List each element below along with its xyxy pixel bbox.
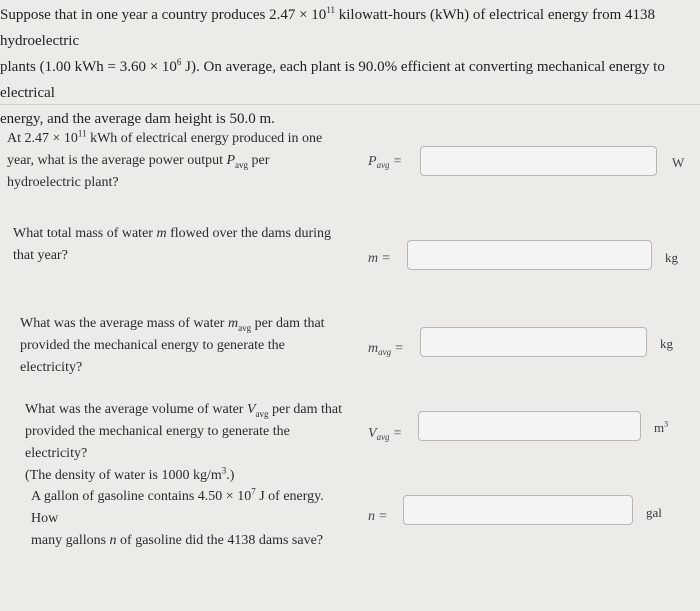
intro-line-1: Suppose that in one year a country produces $2.47 \times 10^{11}$ kilowatt-hours (kWh) of electrical energy from 4138 hydroelectric	[0, 5, 656, 49]
problem-statement	[0, 2, 690, 132]
v-avg-input[interactable]	[418, 411, 641, 441]
answer-label-n: n =	[368, 509, 387, 524]
question-3: What was the average mass of water $m_{avg}$ per dam that provided the mechanical energy to generate the electricity?	[20, 316, 325, 375]
unit-watts: W	[672, 155, 685, 170]
unit-kg-2: kg	[660, 336, 673, 351]
answer-label-v-avg: $V_{avg}$ =	[368, 426, 402, 442]
p-avg-input[interactable]	[420, 146, 657, 176]
intro-line-3: energy, and the average dam height is 50.0 m.	[0, 111, 275, 127]
unit-cubic-meters: $m^3$	[654, 419, 669, 435]
answer-label-m-avg: $m_{avg}$ =	[368, 341, 404, 357]
question-2: What total mass of water m flowed over the dams during that year?	[13, 226, 332, 263]
n-gallons-input[interactable]	[403, 495, 633, 525]
unit-gallons: gal	[646, 505, 662, 520]
answer-label-p-avg: $P_{avg}$ =	[368, 154, 402, 170]
question-4: What was the average volume of water $V_{avg}$ per dam that provided the mechanical energy to generate the electricity? (The density of water is 1000 $kg/m^3$.)	[25, 402, 343, 483]
intro-line-2: plants (1.00 kWh = $3.60 \times 10^6$ J). On average, each plant is 90.0% efficient at converting mechanical energy to electrical	[0, 57, 665, 101]
answer-label-m: m =	[368, 251, 391, 266]
m-total-input[interactable]	[407, 240, 652, 270]
question-5: A gallon of gasoline contains $4.50 \times 10^7$ J of energy. How many gallons n of gasoline did the 4138 dams save?	[31, 486, 324, 548]
question-1: At $2.47 \times 10^{11}$ kWh of electrical energy produced in one year, what is the average power output $P_{avg}$ per hydroelectric plant?	[7, 128, 323, 190]
unit-kg-1: kg	[665, 250, 678, 265]
m-avg-input[interactable]	[420, 327, 647, 357]
section-divider	[0, 104, 700, 105]
